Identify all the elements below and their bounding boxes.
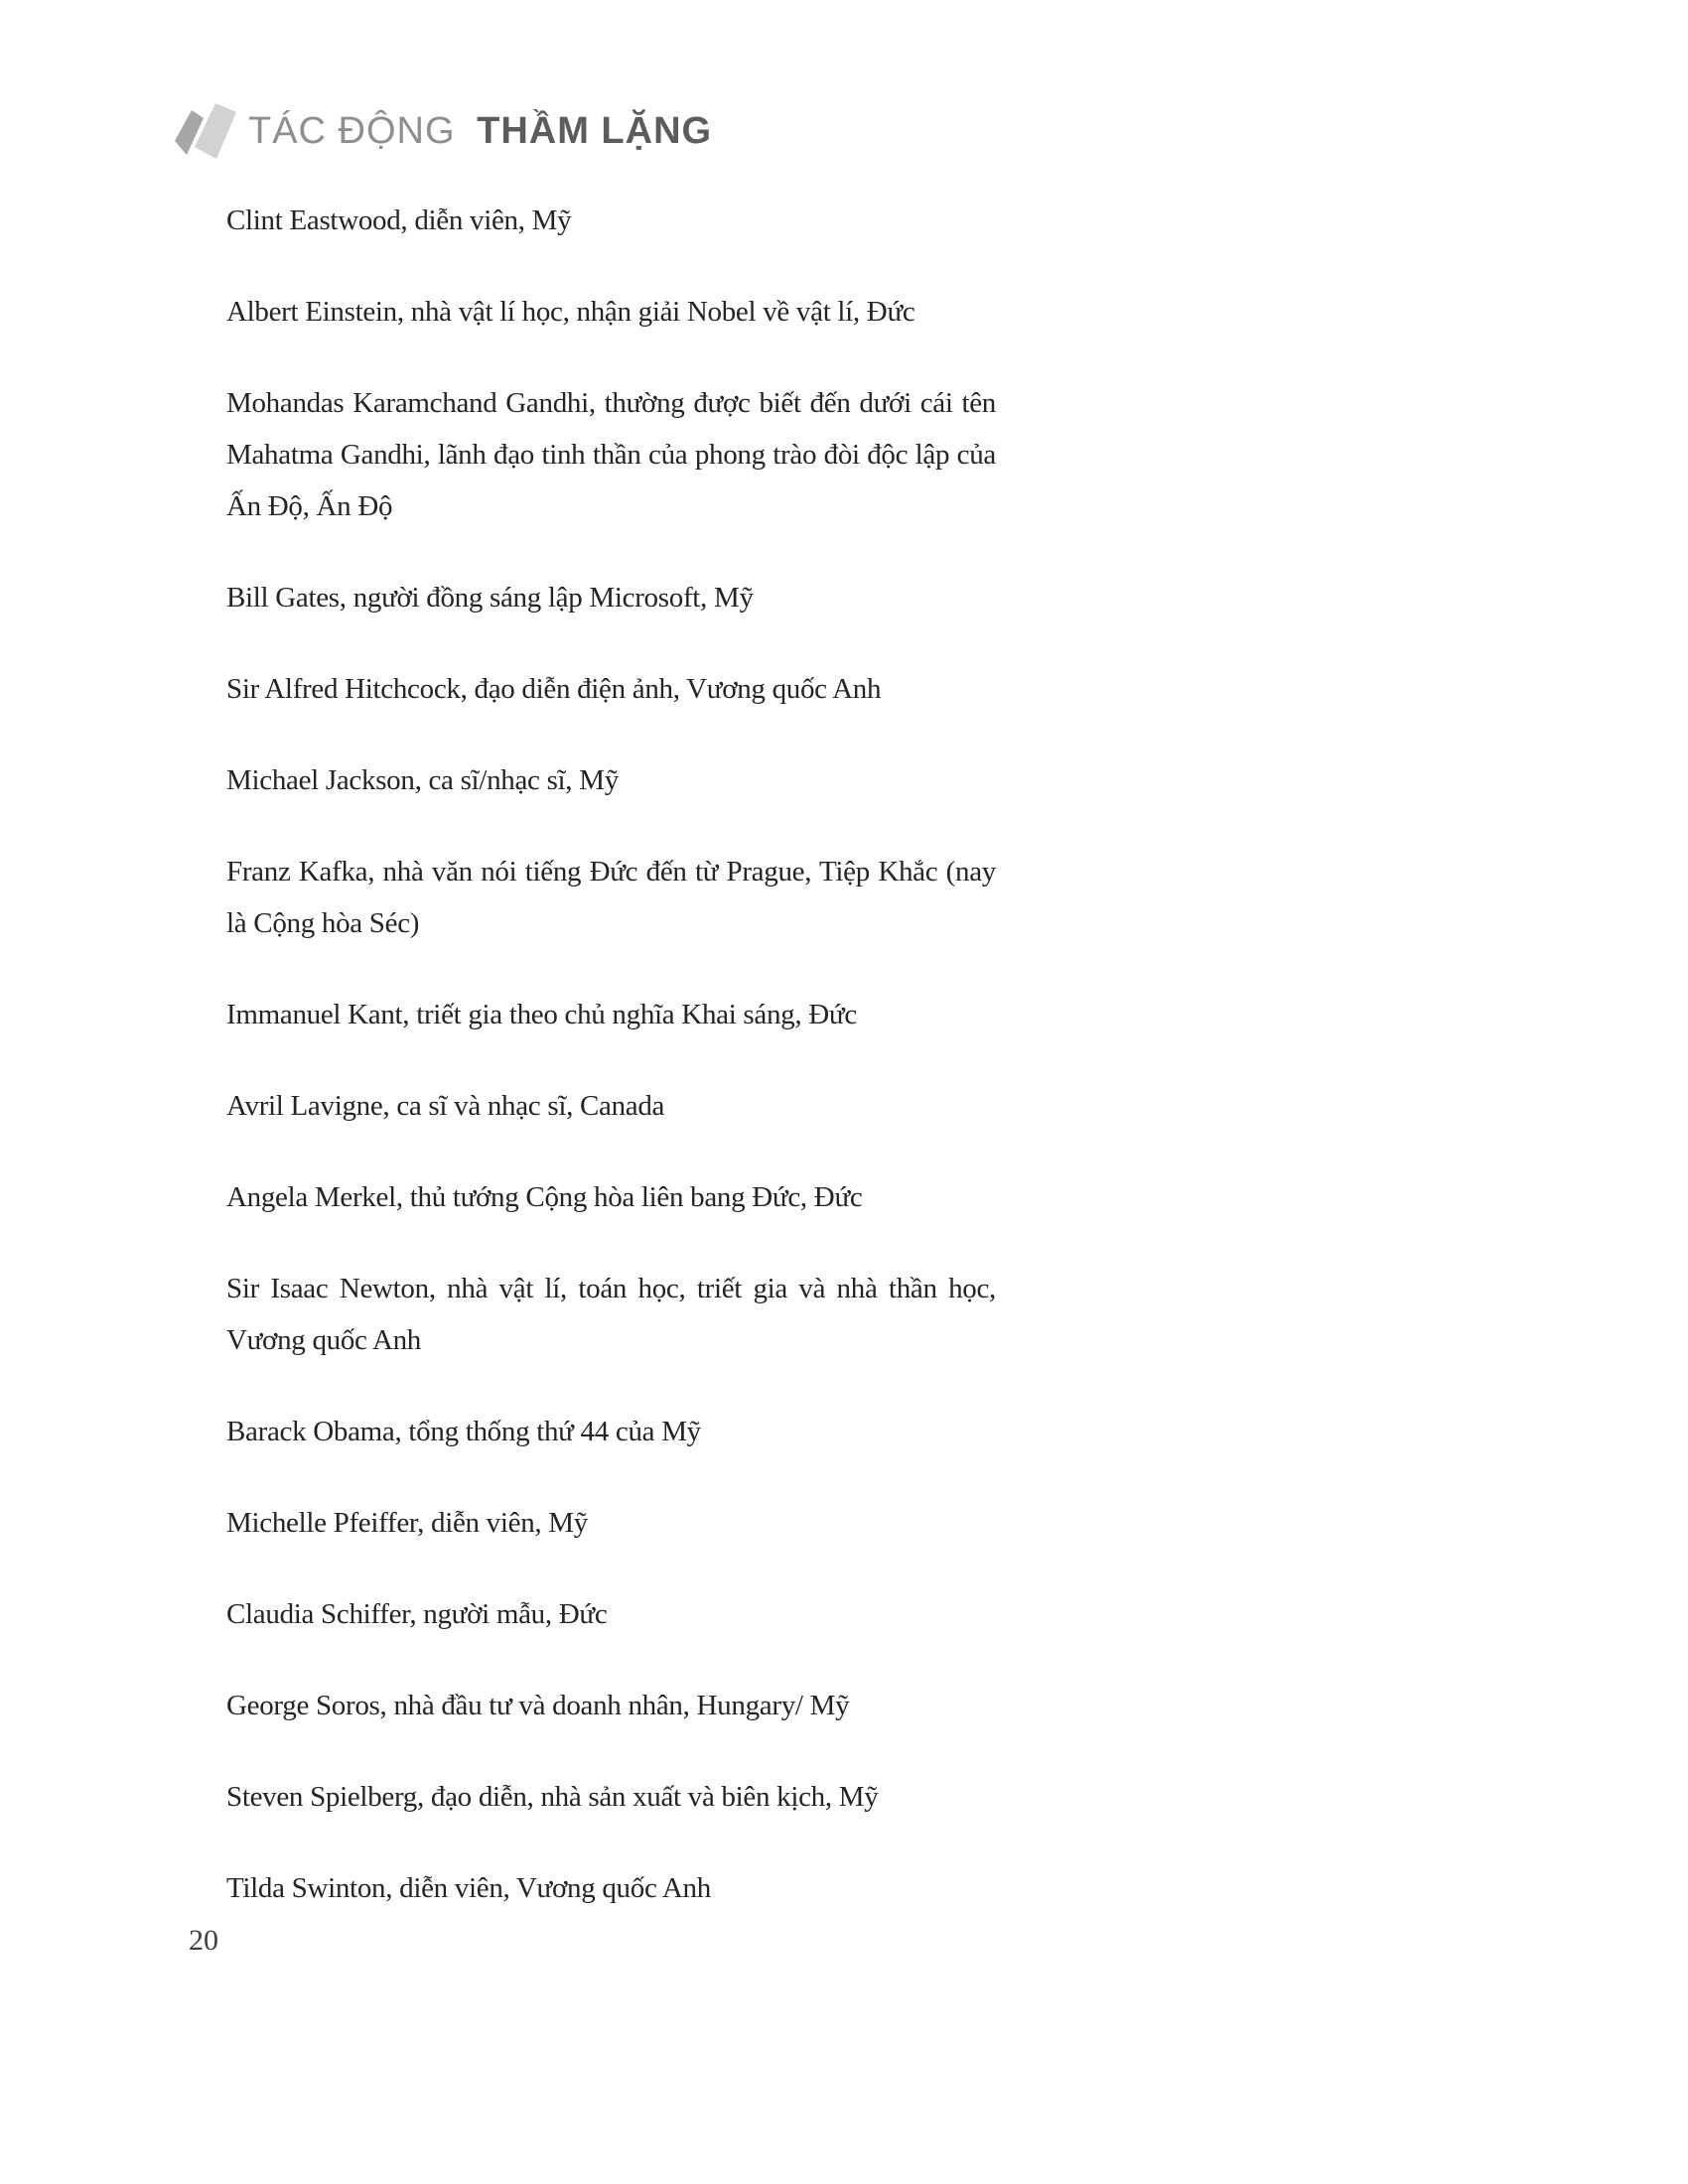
paragraph: George Soros, nhà đầu tư và doanh nhân, Hungary/ Mỹ — [226, 1690, 850, 1721]
paragraph: Angela Merkel, thủ tướng Cộng hòa liên bang Đức, Đức — [226, 1181, 863, 1213]
paragraph: Steven Spielberg, đạo diễn, nhà sản xuất và biên kịch, Mỹ — [226, 1781, 879, 1813]
book-title — [248, 103, 712, 159]
paragraph: Clint Eastwood, diễn viên, Mỹ — [226, 205, 572, 236]
book-title-bold: THẦM LẶNG — [477, 110, 713, 152]
page-header — [175, 103, 712, 159]
paragraph: Barack Obama, tổng thống thứ 44 của Mỹ — [226, 1416, 701, 1447]
paragraph: Immanuel Kant, triết gia theo chủ nghĩa Khai sáng, Đức — [226, 999, 857, 1030]
paragraph: Tilda Swinton, diễn viên, Vương quốc Anh — [226, 1872, 711, 1904]
book-pages-icon — [175, 103, 236, 159]
paragraph: Sir Isaac Newton, nhà vật lí, toán học, triết gia và nhà thần học, Vương quốc Anh — [226, 1273, 996, 1356]
paragraph: Michael Jackson, ca sĩ/nhạc sĩ, Mỹ — [226, 764, 619, 796]
paragraph: Mohandas Karamchand Gandhi, thường được biết đến dưới cái tên Mahatma Gandhi, lãnh đạo tinh thần của phong trào đòi độc lập của Ấn Độ, Ấn Độ — [226, 387, 996, 522]
page-number: 20 — [189, 1924, 218, 1957]
book-title-regular: TÁC ĐỘNG — [248, 110, 456, 152]
paragraph: Sir Alfred Hitchcock, đạo diễn điện ảnh, Vương quốc Anh — [226, 673, 882, 705]
paragraph: Franz Kafka, nhà văn nói tiếng Đức đến từ Prague, Tiệp Khắc (nay là Cộng hòa Séc) — [226, 856, 996, 939]
paragraph: Claudia Schiffer, người mẫu, Đức — [226, 1598, 608, 1630]
paragraph: Avril Lavigne, ca sĩ và nhạc sĩ, Canada — [226, 1090, 665, 1122]
paragraph: Michelle Pfeiffer, diễn viên, Mỹ — [226, 1507, 588, 1539]
paragraph: Bill Gates, người đồng sáng lập Microsoft, Mỹ — [226, 582, 754, 614]
body-text — [226, 195, 996, 1954]
paragraph: Albert Einstein, nhà vật lí học, nhận giải Nobel về vật lí, Đức — [226, 296, 915, 328]
